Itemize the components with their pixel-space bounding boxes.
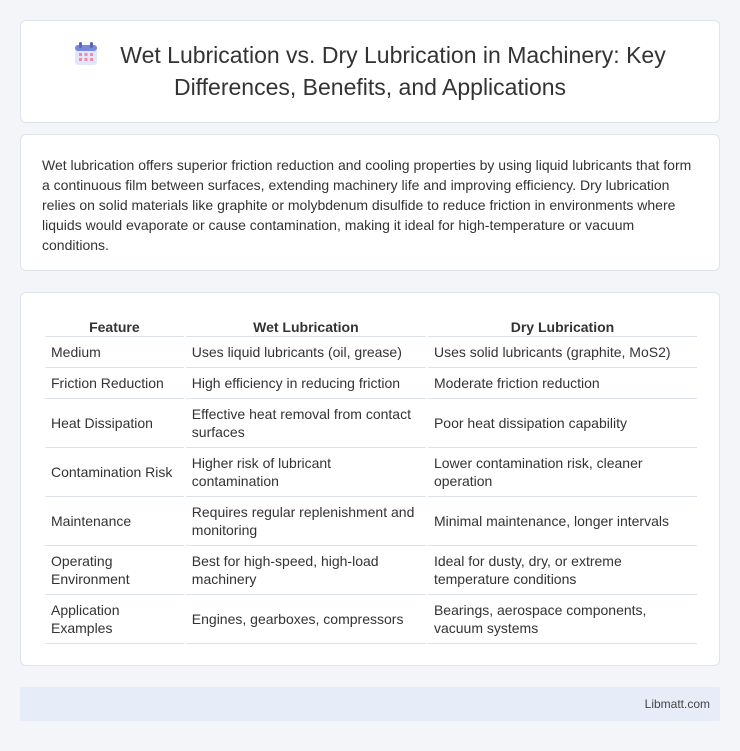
footer-bar [20, 687, 720, 721]
dry-cell: Lower contamination risk, cleaner operation [428, 448, 697, 497]
comparison-card [20, 292, 720, 666]
dry-cell: Minimal maintenance, longer intervals [428, 497, 697, 546]
table-row [45, 546, 697, 595]
table-row [45, 448, 697, 497]
wet-cell: High efficiency in reducing friction [186, 368, 426, 399]
wet-cell: Engines, gearboxes, compressors [186, 595, 426, 644]
summary-card [20, 134, 720, 271]
header-wet-lubrication: Wet Lubrication [186, 315, 426, 337]
dry-cell: Moderate friction reduction [428, 368, 697, 399]
comparison-table [43, 315, 699, 644]
wet-cell: Best for high-speed, high-load machinery [186, 546, 426, 595]
dry-cell: Poor heat dissipation capability [428, 399, 697, 448]
table-row [45, 399, 697, 448]
page-title-text: Wet Lubrication vs. Dry Lubrication in Machinery: Key Differences, Benefits, and Applications [120, 42, 666, 100]
feature-cell: Maintenance [45, 497, 184, 546]
feature-cell: Operating Environment [45, 546, 184, 595]
feature-cell: Application Examples [45, 595, 184, 644]
wet-cell: Effective heat removal from contact surfaces [186, 399, 426, 448]
dry-cell: Ideal for dusty, dry, or extreme temperature conditions [428, 546, 697, 595]
wet-cell: Requires regular replenishment and monitoring [186, 497, 426, 546]
feature-cell: Contamination Risk [45, 448, 184, 497]
table-row [45, 368, 697, 399]
page-title [51, 41, 689, 102]
dry-cell: Uses solid lubricants (graphite, MoS2) [428, 337, 697, 368]
table-header-row [45, 315, 697, 337]
wet-cell: Higher risk of lubricant contamination [186, 448, 426, 497]
header-dry-lubrication: Dry Lubrication [428, 315, 697, 337]
feature-cell: Friction Reduction [45, 368, 184, 399]
wet-cell: Uses liquid lubricants (oil, grease) [186, 337, 426, 368]
table-row [45, 595, 697, 644]
table-row [45, 497, 697, 546]
feature-cell: Heat Dissipation [45, 399, 184, 448]
footer-brand-link[interactable]: Libmatt.com [644, 697, 710, 711]
feature-cell: Medium [45, 337, 184, 368]
calendar-icon [74, 42, 98, 73]
summary-paragraph: Wet lubrication offers superior friction reduction and cooling properties by using liquid lubricants that form a continuous film between surfaces, extending machinery life and improving efficiency. Dry lubrication relies on solid materials like graphite or molybdenum disulfide to reduce friction in environments where liquids would evaporate or cause contamination, making it ideal for high-temperature or vacuum conditions. [42, 157, 692, 253]
title-wrap [51, 21, 689, 122]
header-feature: Feature [45, 315, 184, 337]
table-row [45, 337, 697, 368]
title-card [20, 20, 720, 123]
dry-cell: Bearings, aerospace components, vacuum systems [428, 595, 697, 644]
